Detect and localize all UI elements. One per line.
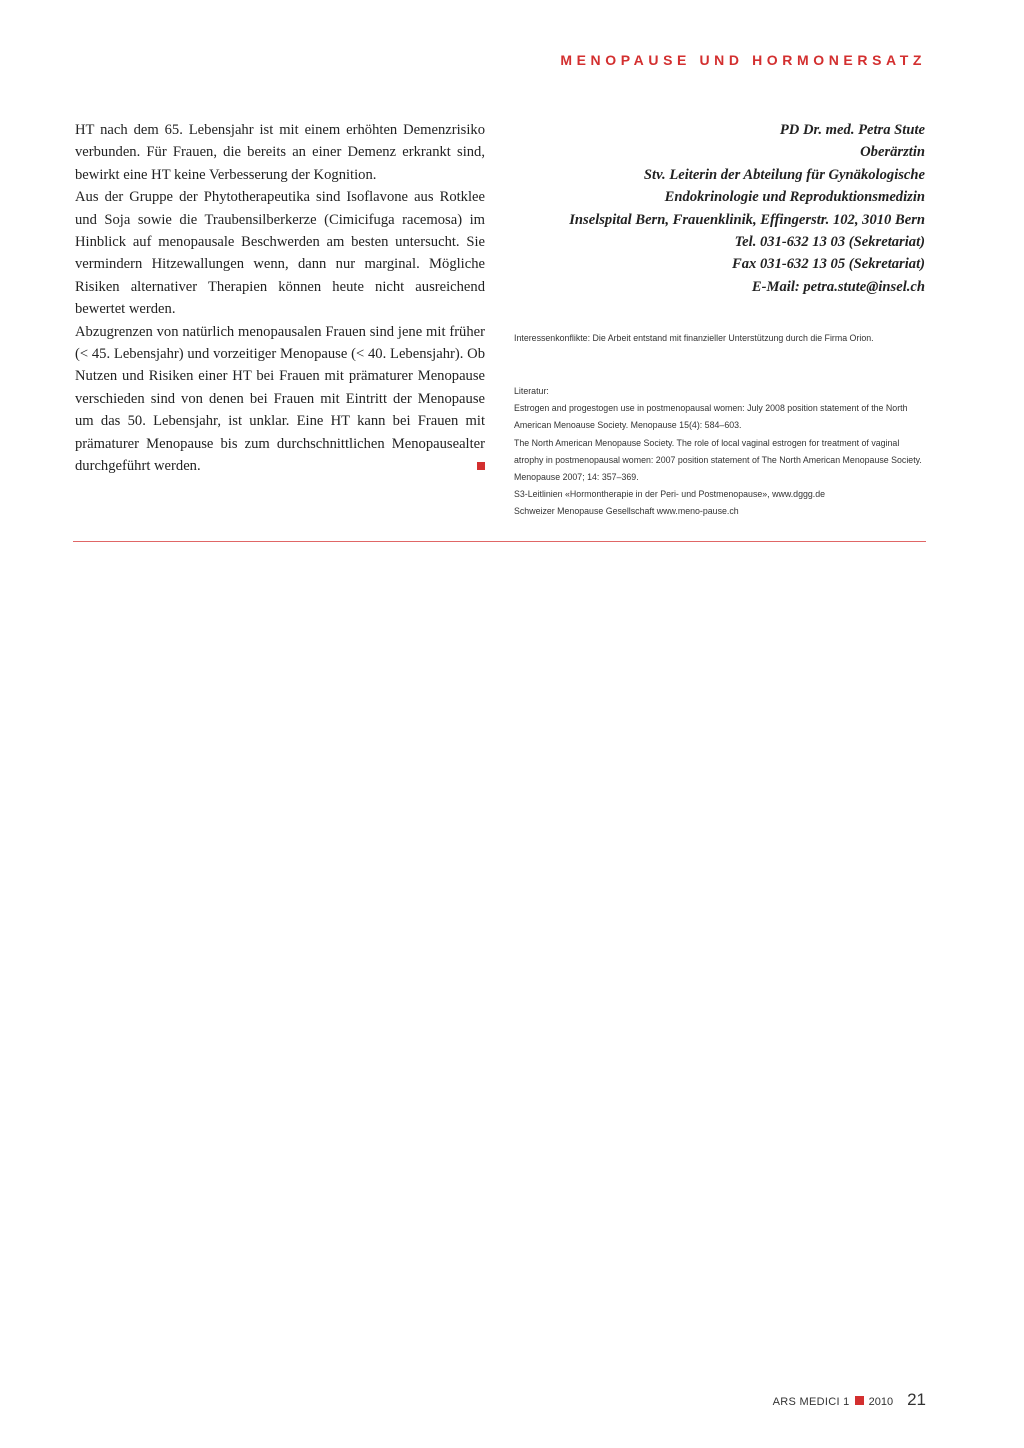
section-divider [73, 541, 926, 542]
author-name: PD Dr. med. Petra Stute [779, 122, 925, 138]
paragraph: HT nach dem 65. Lebensjahr ist mit einem erhöhten Demenzrisiko verbunden. Für Frauen, die bereits an einer Demenz erkrankt sind, bewirkt eine HT keine Verbesserung der Kognition. [75, 122, 485, 183]
author-email: E-Mail: petra.stute@insel.ch [751, 278, 925, 295]
literature-entry: Estrogen and progestogen use in postmenopausal women: July 2008 position statement of the North American Menoause Society. Menopause 15(4): 584–603. [514, 403, 908, 432]
literature-entry: The North American Menopause Society. The role of local vaginal estrogen for treatment of vaginal atrophy in postmenopausal women: 2007 position statement of The North American Menopause Society. Menopause 2007; 14: 357–369. [514, 437, 922, 484]
author-block [505, 119, 925, 298]
author-department: Stv. Leiterin der Abteilung für Gynäkologische [643, 166, 925, 183]
separator-square-icon [855, 1396, 864, 1405]
body-text [75, 119, 485, 478]
end-of-article-square-icon [477, 462, 485, 470]
literature-heading: Literatur: [514, 386, 549, 397]
author-position: Oberärztin [860, 144, 925, 161]
paragraph-last [75, 321, 485, 478]
author-department-cont: Endokrinologie und Reproduktionsmedizin [664, 189, 925, 206]
literature-list [514, 383, 926, 521]
journal-name: ARS MEDICI 1 [772, 1396, 850, 1408]
literature-entry: S3-Leitlinien «Hormontherapie in der Peri- und Postmenopause», www.dggg.de [514, 489, 826, 501]
literature-entry: Schweizer Menopause Gesellschaft www.meno-pause.ch [514, 506, 739, 518]
author-address: Inselspital Bern, Frauenklinik, Effingerstr. 102, 3010 Bern [569, 211, 925, 228]
author-fax: Fax 031-632 13 05 (Sekretariat) [732, 256, 925, 273]
paragraph: Aus der Gruppe der Phytotherapeutika sind Isoflavone aus Rotklee und Soja sowie die Traubensilberkerze (Cimicifuga racemosa) im Hinblick auf menopausale Beschwerden am besten untersucht. Sie vermindern Hitzewallungen wenn, dann nur marginal. Mögliche Risiken alternativer Therapien können heute nicht ausreichend bewertet werden. [75, 189, 485, 318]
page-number: 21 [907, 1390, 926, 1409]
paragraph-text: Abzugrenzen von natürlich menopausalen Frauen sind jene mit früher (< 45. Lebensjahr) und vorzeitiger Menopause (< 40. Lebensjahr). Ob Nutzen und Risiken einer HT bei Frauen mit prämaturer Menopause verschieden sind von denen bei Frauen mit Eintritt der Menopause um das 50. Lebensjahr, ist unklar. Eine HT kann bei Frauen mit prämaturer Menopause bis zum durchschnittlichen Menopausealter durchgeführt werden. [75, 323, 485, 475]
journal-year: 2010 [868, 1396, 894, 1408]
running-header: MENOPAUSE UND HORMONERSATZ [560, 52, 926, 68]
conflict-of-interest: Interessenkonflikte: Die Arbeit entstand mit finanzieller Unterstützung durch die Firma Orion. [514, 333, 874, 344]
author-phone: Tel. 031-632 13 03 (Sekretariat) [734, 234, 925, 251]
page-footer [773, 1390, 926, 1410]
